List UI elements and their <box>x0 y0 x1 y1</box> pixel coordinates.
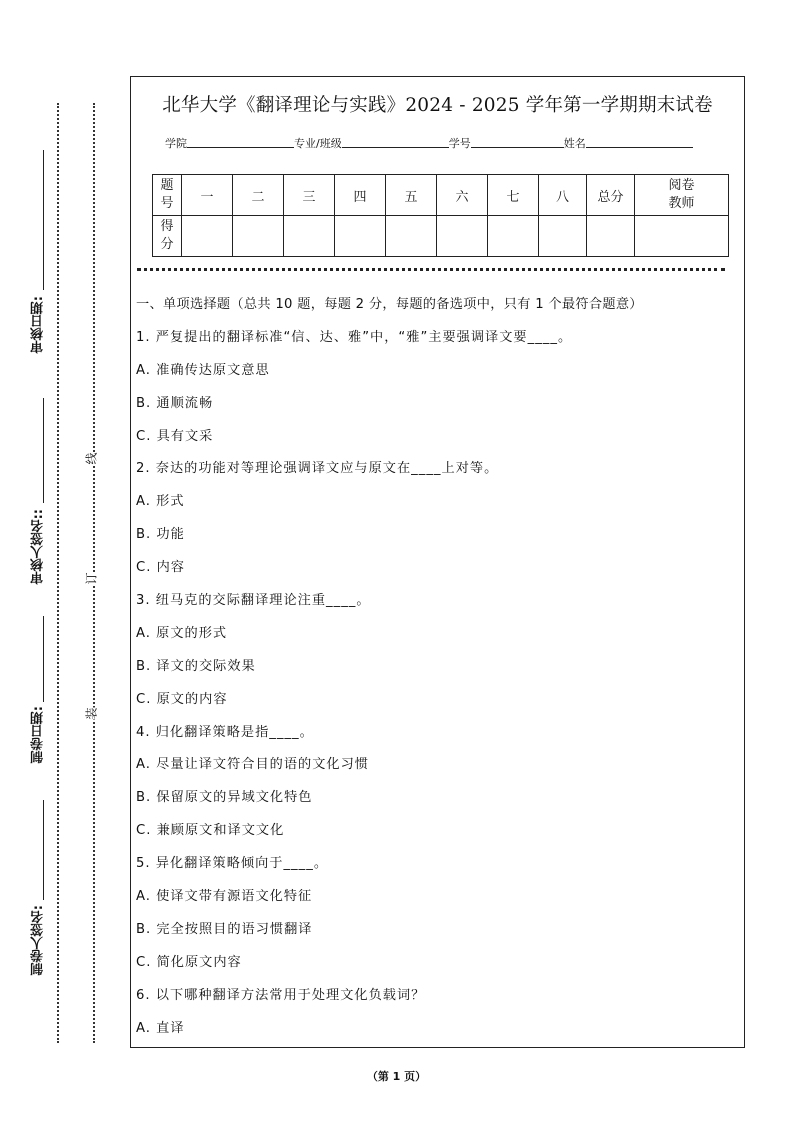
question-stem: 3. 纽马克的交际翻译理论注重____。 <box>136 593 371 609</box>
score-cell-6[interactable] <box>437 216 488 257</box>
section-heading: 一、单项选择题（总共 10 题，每题 2 分，每题的备选项中，只有 1 个最符合题意） <box>136 297 643 312</box>
compiler-signature-line[interactable] <box>43 800 44 900</box>
answer-option: C. 简化原文内容 <box>136 954 242 970</box>
question-number-header: 题 号 <box>153 175 182 216</box>
answer-option: B. 保留原文的异域文化特色 <box>136 790 313 806</box>
answer-option: C. 原文的内容 <box>136 691 228 707</box>
reviewer-signature-label: 审核人签名:: <box>31 509 46 585</box>
column-6: 六 <box>437 175 488 216</box>
compiler-signature-label: 制卷人签名: <box>31 905 46 976</box>
column-2: 二 <box>233 175 284 216</box>
review-date-label: 审核日期: <box>31 296 46 354</box>
answer-option: B. 功能 <box>136 527 185 543</box>
answer-option: A. 形式 <box>136 494 185 510</box>
question-stem: 6. 以下哪种翻译方法常用于处理文化负载词？ <box>136 987 426 1003</box>
page-number: （第 1 页） <box>366 1070 427 1083</box>
name-label: 姓名 <box>563 137 586 150</box>
score-row-header: 得 分 <box>153 216 182 257</box>
compile-date-label: 制卷日期: <box>31 706 46 764</box>
column-5: 五 <box>386 175 437 216</box>
score-cell-1[interactable] <box>182 216 233 257</box>
score-table-score-row <box>153 216 729 257</box>
score-cell-4[interactable] <box>335 216 386 257</box>
score-cell-8[interactable] <box>539 216 587 257</box>
answer-option: A. 直译 <box>136 1020 185 1036</box>
answer-option: B. 译文的交际效果 <box>136 658 256 674</box>
name-field[interactable] <box>586 136 693 148</box>
section-divider <box>137 268 725 271</box>
column-1: 一 <box>182 175 233 216</box>
exam-title: 北华大学《翻译理论与实践》2024 - 2025 学年第一学期期末试卷 <box>162 95 713 116</box>
grader-header: 阅卷 教师 <box>635 175 729 216</box>
column-8: 八 <box>539 175 587 216</box>
score-table <box>152 174 729 257</box>
grader-cell[interactable] <box>635 216 729 257</box>
total-score-cell[interactable] <box>587 216 635 257</box>
answer-option: A. 尽量让译文符合目的语的文化习惯 <box>136 757 369 773</box>
questions-area <box>136 289 643 1045</box>
answer-option: C. 具有文采 <box>136 428 214 444</box>
answer-option: A. 准确传达原文意思 <box>136 362 270 378</box>
question-stem: 4. 归化翻译策略是指____。 <box>136 724 314 740</box>
bind-char-xian: 线 <box>84 452 99 465</box>
major-class-field[interactable] <box>342 136 449 148</box>
answer-option: B. 通顺流畅 <box>136 395 214 411</box>
answer-option: C. 内容 <box>136 560 185 576</box>
major-class-label: 专业/班级 <box>294 137 342 150</box>
compile-date-line[interactable] <box>43 616 44 702</box>
answer-option: C. 兼顾原文和译文文化 <box>136 823 285 839</box>
student-id-field[interactable] <box>471 136 564 148</box>
score-table-header-row <box>153 175 729 216</box>
question-stem: 1. 严复提出的翻译标准“信、达、雅”中，“雅”主要强调译文要____。 <box>136 329 573 345</box>
question-lines <box>136 322 643 1046</box>
answer-option: A. 使译文带有源语文化特征 <box>136 889 313 905</box>
student-info-row <box>165 135 693 151</box>
answer-option: B. 完全按照目的语习惯翻译 <box>136 921 313 937</box>
score-cell-3[interactable] <box>284 216 335 257</box>
column-3: 三 <box>284 175 335 216</box>
exam-frame <box>130 76 745 1048</box>
binding-dotted-line-outer <box>57 103 59 1043</box>
score-cell-5[interactable] <box>386 216 437 257</box>
column-4: 四 <box>335 175 386 216</box>
college-label: 学院 <box>165 137 187 150</box>
column-7: 七 <box>488 175 539 216</box>
score-cell-2[interactable] <box>233 216 284 257</box>
bind-char-zhuang: 装 <box>84 707 99 720</box>
reviewer-signature-line[interactable] <box>43 398 44 503</box>
question-stem: 2. 奈达的功能对等理论强调译文应与原文在____上对等。 <box>136 461 499 477</box>
student-id-label: 学号 <box>448 137 471 150</box>
review-date-line[interactable] <box>43 150 44 290</box>
score-cell-7[interactable] <box>488 216 539 257</box>
bind-char-ding: 订 <box>84 572 99 585</box>
question-stem: 5. 异化翻译策略倾向于____。 <box>136 856 329 872</box>
answer-option: A. 原文的形式 <box>136 625 228 641</box>
total-score-header: 总分 <box>587 175 635 216</box>
college-field[interactable] <box>187 136 294 148</box>
